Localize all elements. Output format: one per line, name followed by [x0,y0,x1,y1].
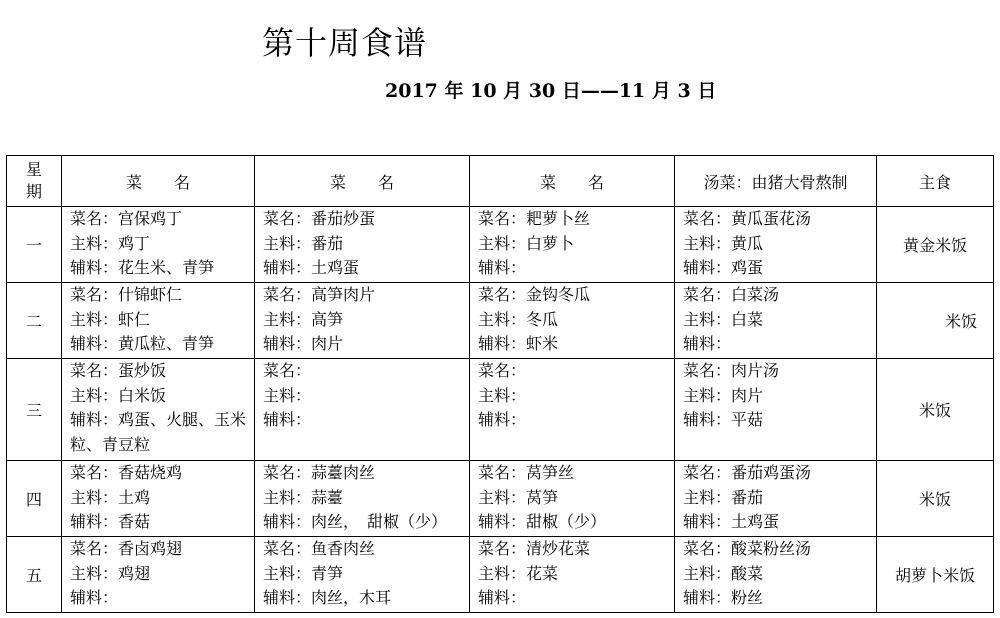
dish-name: 菜名： [478,361,527,380]
dish-name: 菜名：莴笋丝 [478,463,575,482]
dish-name: 菜名：高笋肉片 [263,285,376,304]
dish-name: 菜名：鱼香肉丝 [263,539,376,558]
weekday-cell: 一 [7,207,62,283]
main-ingredient: 主料：冬瓜 [478,309,559,329]
soup-main: 主料：黄瓜 [683,233,764,253]
soup-cell [675,283,877,359]
dish-cell [62,283,255,359]
page-title: 第十周食谱 [262,24,428,62]
soup-cell [675,207,877,283]
side-ingredient: 辅料：甜椒（少） [478,512,607,531]
weekday-cell: 三 [7,359,62,461]
soup-name: 菜名：黄瓜蛋花汤 [683,209,812,228]
side-ingredient: 辅料： [478,410,527,429]
staple-cell: 胡萝卜米饭 [877,537,994,613]
dish-cell [470,461,675,537]
table-row [7,283,994,359]
dish-name: 菜名：金钩冬瓜 [478,285,591,304]
staple-cell: 米饭 [877,283,994,359]
main-ingredient: 主料：虾仁 [70,309,151,329]
main-ingredient: 主料： [263,385,312,405]
dish-cell [255,359,470,461]
dish-cell [62,537,255,613]
dish-name: 菜名：宫保鸡丁 [70,209,183,228]
side-ingredient: 辅料： [70,588,119,607]
menu-table [6,155,994,613]
dish-cell [470,359,675,461]
table-row [7,461,994,537]
date-range: 2017 年 10 月 30 日——11 月 3 日 [385,80,717,102]
header-dish-2: 菜 名 [255,156,470,207]
dish-cell [255,283,470,359]
side-ingredient: 辅料：鸡蛋、火腿、玉米粒、青豆粒 [70,410,247,454]
main-ingredient: 主料：花菜 [478,563,559,583]
main-ingredient: 主料：蒜薹 [263,487,344,507]
soup-cell [675,537,877,613]
dish-cell [62,461,255,537]
main-ingredient: 主料：鸡丁 [70,233,151,253]
main-ingredient: 主料：土鸡 [70,487,151,507]
main-ingredient: 主料：白米饭 [70,385,167,405]
side-ingredient: 辅料：虾米 [478,334,559,353]
weekday-cell: 五 [7,537,62,613]
dish-cell [255,207,470,283]
weekday-cell: 二 [7,283,62,359]
staple-cell: 米饭 [877,461,994,537]
header-weekday: 星期 [7,156,62,207]
soup-name: 菜名：白菜汤 [683,285,780,304]
soup-cell [675,359,877,461]
soup-side: 辅料：鸡蛋 [683,258,764,277]
main-ingredient: 主料：鸡翅 [70,563,151,583]
side-ingredient: 辅料：肉丝， 甜椒（少） [263,512,448,531]
side-ingredient: 辅料： [478,258,527,277]
side-ingredient: 辅料：黄瓜粒、青笋 [70,334,215,353]
soup-name: 菜名：酸菜粉丝汤 [683,539,812,558]
staple-cell: 黄金米饭 [877,207,994,283]
dish-name: 菜名： [263,361,312,380]
main-ingredient: 主料：莴笋 [478,487,559,507]
soup-main: 主料：白菜 [683,309,764,329]
dish-name: 菜名：香菇烧鸡 [70,463,183,482]
side-ingredient: 辅料：香菇 [70,512,151,531]
soup-side: 辅料：平菇 [683,410,764,429]
header-dish-3: 菜 名 [470,156,675,207]
header-row [7,156,994,207]
dish-cell [470,537,675,613]
main-ingredient: 主料： [478,385,527,405]
dish-name: 菜名：香卤鸡翅 [70,539,183,558]
side-ingredient: 辅料：肉丝，木耳 [263,588,392,607]
soup-cell [675,461,877,537]
soup-main: 主料：番茄 [683,487,764,507]
side-ingredient: 辅料： [263,410,312,429]
dish-name: 菜名：清炒花菜 [478,539,591,558]
dish-name: 菜名：耙萝卜丝 [478,209,591,228]
side-ingredient: 辅料： [478,588,527,607]
staple-cell: 米饭 [877,359,994,461]
soup-main: 主料：肉片 [683,385,764,405]
main-ingredient: 主料：白萝卜 [478,233,575,253]
dish-cell [62,359,255,461]
soup-side: 辅料：土鸡蛋 [683,512,780,531]
weekday-cell: 四 [7,461,62,537]
dish-cell [62,207,255,283]
header-staple: 主食 [877,156,994,207]
main-ingredient: 主料：青笋 [263,563,344,583]
dish-name: 菜名：蒜薹肉丝 [263,463,376,482]
dish-name: 菜名：番茄炒蛋 [263,209,376,228]
table-row [7,537,994,613]
header-soup: 汤菜：由猪大骨熬制 [675,156,877,207]
dish-cell [255,537,470,613]
dish-cell [470,283,675,359]
side-ingredient: 辅料：肉片 [263,334,344,353]
table-row [7,207,994,283]
table-row [7,359,994,461]
side-ingredient: 辅料：土鸡蛋 [263,258,360,277]
soup-name: 菜名：番茄鸡蛋汤 [683,463,812,482]
header-dish-1: 菜 名 [62,156,255,207]
dish-name: 菜名：蛋炒饭 [70,361,167,380]
soup-side: 辅料： [683,334,732,353]
soup-side: 辅料：粉丝 [683,588,764,607]
main-ingredient: 主料：番茄 [263,233,344,253]
main-ingredient: 主料：高笋 [263,309,344,329]
soup-name: 菜名：肉片汤 [683,361,780,380]
side-ingredient: 辅料：花生米、青笋 [70,258,215,277]
dish-name: 菜名：什锦虾仁 [70,285,183,304]
soup-main: 主料：酸菜 [683,563,764,583]
dish-cell [255,461,470,537]
dish-cell [470,207,675,283]
